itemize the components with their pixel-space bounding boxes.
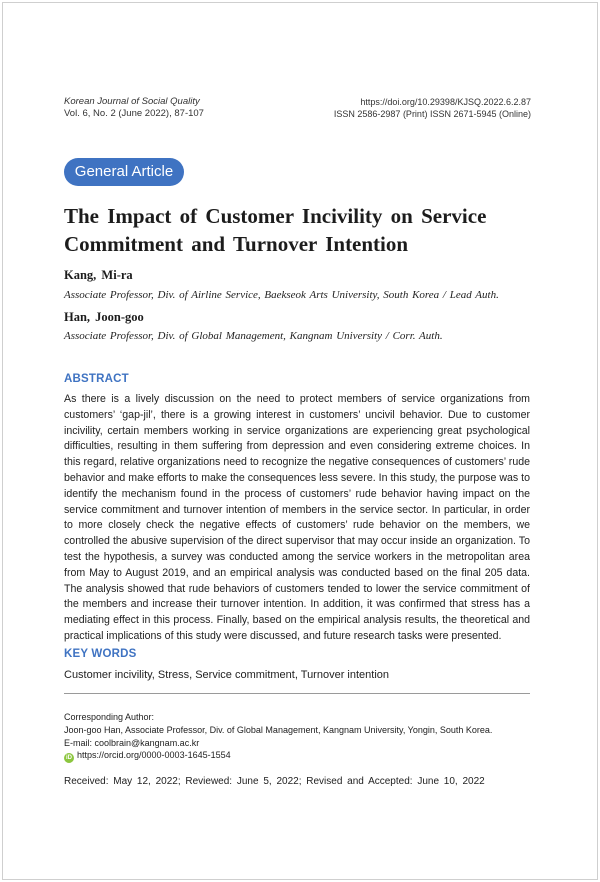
corresponding-info: Joon-goo Han, Associate Professor, Div. of Global Management, Kangnam University, Yongin, South Korea. (64, 724, 493, 735)
article-type-badge: General Article (64, 158, 184, 186)
issn: ISSN 2586-2987 (Print) ISSN 2671-5945 (Online) (333, 109, 531, 119)
corresponding-email[interactable]: E-mail: coolbrain@kangnam.ac.kr (64, 737, 200, 748)
keywords-text: Customer incivility, Stress, Service commitment, Turnover intention (64, 669, 390, 681)
abstract-text: As there is a lively discussion on the need to protect members of service organizations from customers’ ‘gap-jil’, there is a growing interest in customers’ uncivil behavior. Due to customer incivility, certain members working in service organizations are experiencing great psychological difficulties, resulting in them suffering from depression and even considering extreme choices. In this regard, relative organizations need to recognize the negative consequences of customers’ rude behavior and make efforts to make the consequences less severe. In this study, the purpose was to identify the mechanism found in the process of customers’ rude behavior having impact on the service commitment and turnover intention of members in the service sector. In particular, in order to more closely check the negative effects of customers’ rude behavior on the members, we controlled the abusive supervision of the direct supervisor that may occur inside an organization. To test the hypothesis, a survey was conducted among the service workers in the metropolitan area from May to August 2019, and an empirical analysis was conducted based on the final 205 data. The analysis showed that rude behaviors of customers tended to lower the service commitment of the members and increase their turnover intention. In addition, it was confirmed that stress has a mediating effect in this process. Finally, based on the empirical analysis results, the theoretical and practical implications of this study were discussed, and future research tasks were presented. (64, 393, 530, 642)
author-affiliation: Associate Professor, Div. of Global Management, Kangnam University / Corr. Auth. (64, 330, 443, 342)
doi-link[interactable]: https://doi.org/10.29398/KJSQ.2022.6.2.87 (360, 97, 531, 107)
keywords-heading: KEY WORDS (64, 648, 137, 660)
author-affiliation: Associate Professor, Div. of Airline Service, Baekseok Arts University, South Korea / Lead Auth. (64, 289, 499, 301)
corresponding-label: Corresponding Author: (64, 712, 155, 722)
author-name: Kang, Mi-ra (64, 268, 133, 282)
orcid-row (64, 749, 492, 763)
journal-name: Korean Journal of Social Quality (64, 96, 200, 107)
author-name: Han, Joon-goo (64, 310, 144, 324)
article-title: The Impact of Customer Incivility on Service Commitment and Turnover Intention (64, 204, 487, 256)
orcid-icon: iD (66, 755, 72, 762)
orcid-link[interactable]: https://orcid.org/0000-0003-1645-1554 (77, 750, 231, 761)
journal-volume: Vol. 6, No. 2 (June 2022), 87-107 (64, 108, 204, 119)
corresponding-author (64, 711, 492, 763)
divider (64, 693, 530, 694)
journal-header (64, 96, 204, 120)
article-dates: Received: May 12, 2022; Reviewed: June 5, 2022; Revised and Accepted: June 10, 2022 (64, 776, 485, 787)
abstract-heading: ABSTRACT (64, 373, 129, 385)
doi-header (334, 96, 531, 120)
